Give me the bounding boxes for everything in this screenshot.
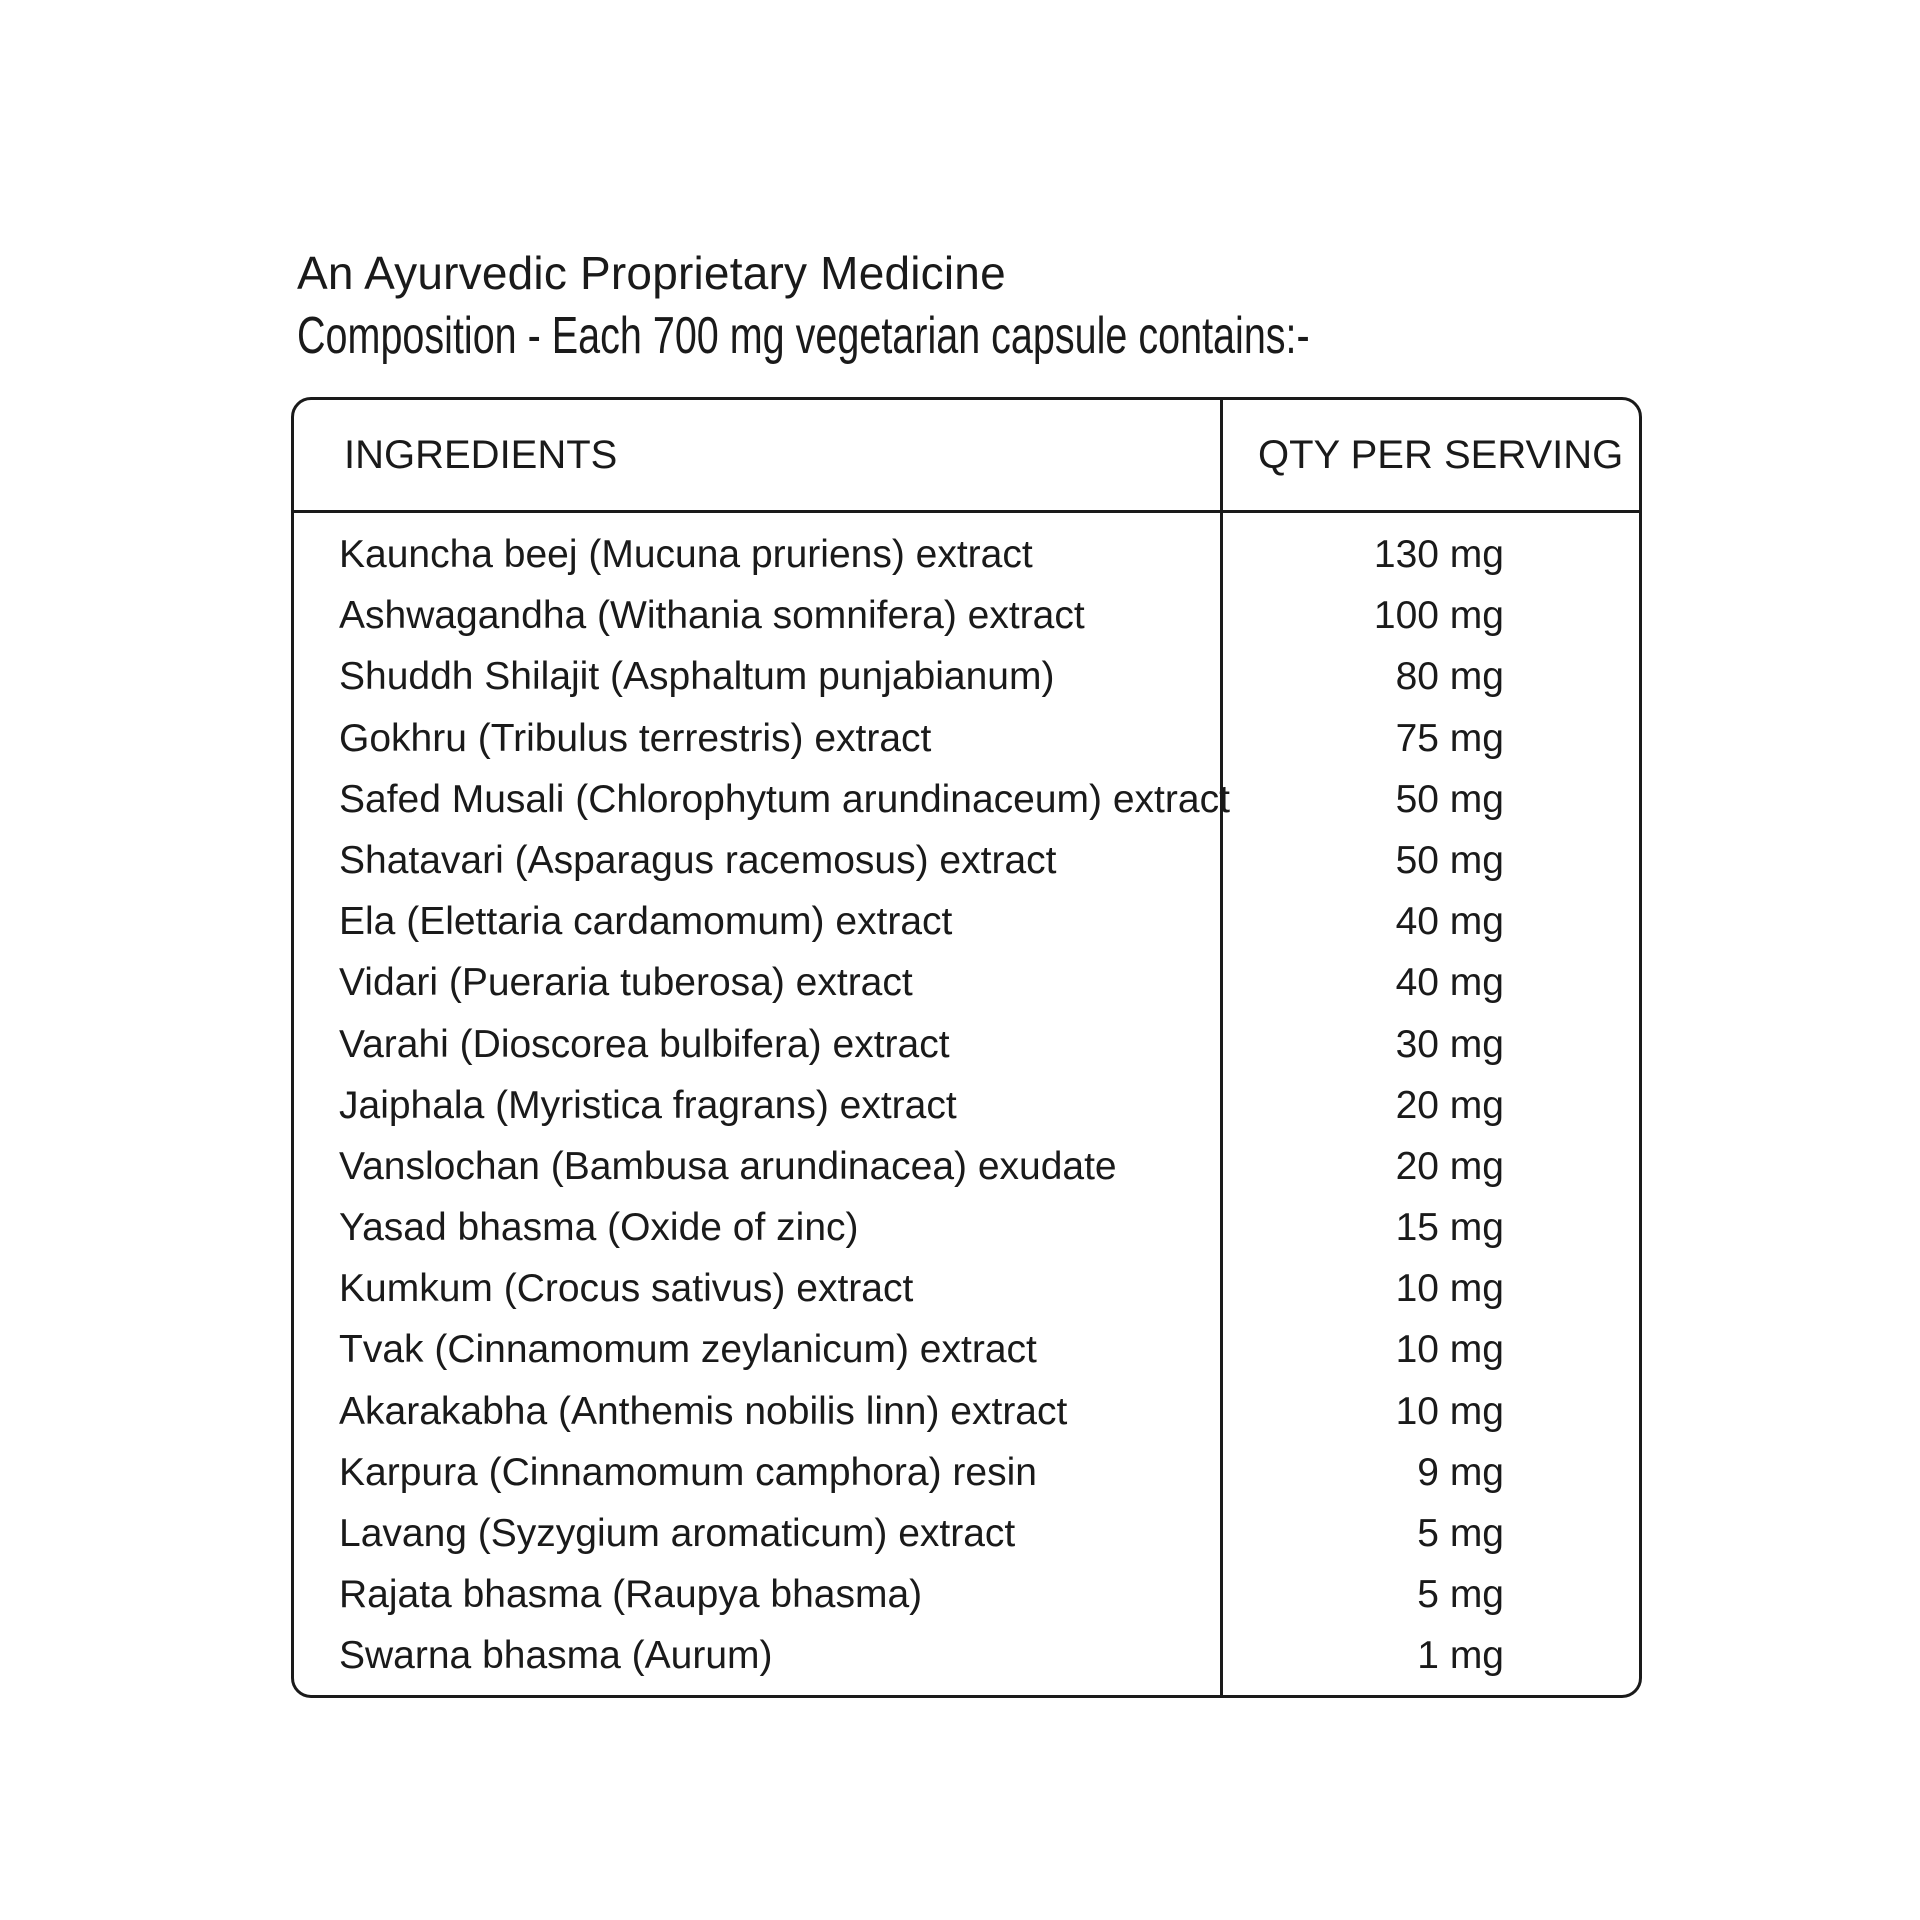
table-row: [294, 1570, 1639, 1631]
table-row: [294, 775, 1639, 836]
ingredient-name: Vanslochan (Bambusa arundinacea) exudate: [339, 1144, 1117, 1188]
ingredient-qty: 50 mg: [1395, 838, 1504, 882]
table-row: [294, 591, 1639, 652]
ingredient-name: Kumkum (Crocus sativus) extract: [339, 1267, 914, 1311]
ingredient-qty: 15 mg: [1395, 1206, 1504, 1250]
ingredient-qty: 50 mg: [1395, 777, 1504, 821]
table-row: [294, 1448, 1639, 1509]
page-title: An Ayurvedic Proprietary Medicine: [297, 247, 1006, 299]
ingredient-qty: 100 mg: [1373, 594, 1504, 638]
table-row: [294, 1142, 1639, 1203]
ingredient-name: Yasad bhasma (Oxide of zinc): [339, 1206, 859, 1250]
ingredient-qty: 5 mg: [1417, 1573, 1504, 1617]
table-row: [294, 1631, 1639, 1692]
table-row: [294, 897, 1639, 958]
qty-column-header: QTY PER SERVING: [1258, 433, 1624, 477]
ingredient-qty: 5 mg: [1417, 1512, 1504, 1555]
ingredient-name: Karpura (Cinnamomum camphora) resin: [339, 1450, 1037, 1494]
table-row: [294, 1203, 1639, 1264]
ingredient-name: Tvak (Cinnamomum zeylanicum) extract: [339, 1328, 1037, 1372]
ingredient-name: Varahi (Dioscorea bulbifera) extract: [339, 1022, 950, 1066]
ingredient-name: Ashwagandha (Withania somnifera) extract: [339, 594, 1085, 638]
table-row: [294, 836, 1639, 897]
ingredient-qty: 10 mg: [1395, 1328, 1504, 1372]
header-divider: [294, 510, 1639, 513]
ingredient-name: Jaiphala (Myristica fragrans) extract: [339, 1083, 957, 1127]
table-row: [294, 1509, 1639, 1570]
table-row: [294, 1264, 1639, 1325]
ingredient-qty: 30 mg: [1395, 1022, 1504, 1066]
ingredient-name: Ela (Elettaria cardamomum) extract: [339, 900, 953, 944]
ingredient-name: Shuddh Shilajit (Asphaltum punjabianum): [339, 655, 1055, 699]
ingredient-name: Akarakabha (Anthemis nobilis linn) extract: [339, 1389, 1068, 1433]
table-row: [294, 1081, 1639, 1142]
ingredients-column-header: INGREDIENTS: [344, 433, 618, 477]
ingredient-name: Rajata bhasma (Raupya bhasma): [339, 1573, 923, 1617]
ingredient-qty: 1 mg: [1417, 1634, 1504, 1678]
ingredient-name: Safed Musali (Chlorophytum arundinaceum) extract: [339, 777, 1230, 821]
ingredient-qty: 9 mg: [1417, 1450, 1504, 1494]
ingredient-rows: [294, 530, 1639, 1693]
composition-table: [291, 397, 1642, 1698]
ingredient-qty: 130 mg: [1373, 533, 1504, 576]
table-row: [294, 652, 1639, 713]
ingredient-qty: 20 mg: [1395, 1144, 1504, 1188]
ingredient-name: Shatavari (Asparagus racemosus) extract: [339, 838, 1057, 882]
ingredient-name: Kauncha beej (Mucuna pruriens) extract: [339, 533, 1033, 576]
ingredient-qty: 10 mg: [1395, 1389, 1504, 1433]
ingredient-qty: 40 mg: [1395, 961, 1504, 1005]
ingredient-qty: 10 mg: [1395, 1267, 1504, 1311]
table-row: [294, 1325, 1639, 1386]
table-row: [294, 1387, 1639, 1448]
ingredient-name: Lavang (Syzygium aromaticum) extract: [339, 1512, 1016, 1555]
ingredient-qty: 40 mg: [1395, 900, 1504, 944]
ingredient-name: Vidari (Pueraria tuberosa) extract: [339, 961, 913, 1005]
ingredient-qty: 20 mg: [1395, 1083, 1504, 1127]
ingredient-qty: 80 mg: [1395, 655, 1504, 699]
table-row: [294, 1020, 1639, 1081]
table-row: [294, 530, 1639, 591]
ingredient-name: Gokhru (Tribulus terrestris) extract: [339, 716, 932, 760]
table-row: [294, 714, 1639, 775]
table-row: [294, 958, 1639, 1019]
ingredient-name: Swarna bhasma (Aurum): [339, 1634, 773, 1678]
composition-subtitle: Composition - Each 700 mg vegetarian capsule contains:-: [297, 307, 1310, 365]
ingredient-qty: 75 mg: [1395, 716, 1504, 760]
